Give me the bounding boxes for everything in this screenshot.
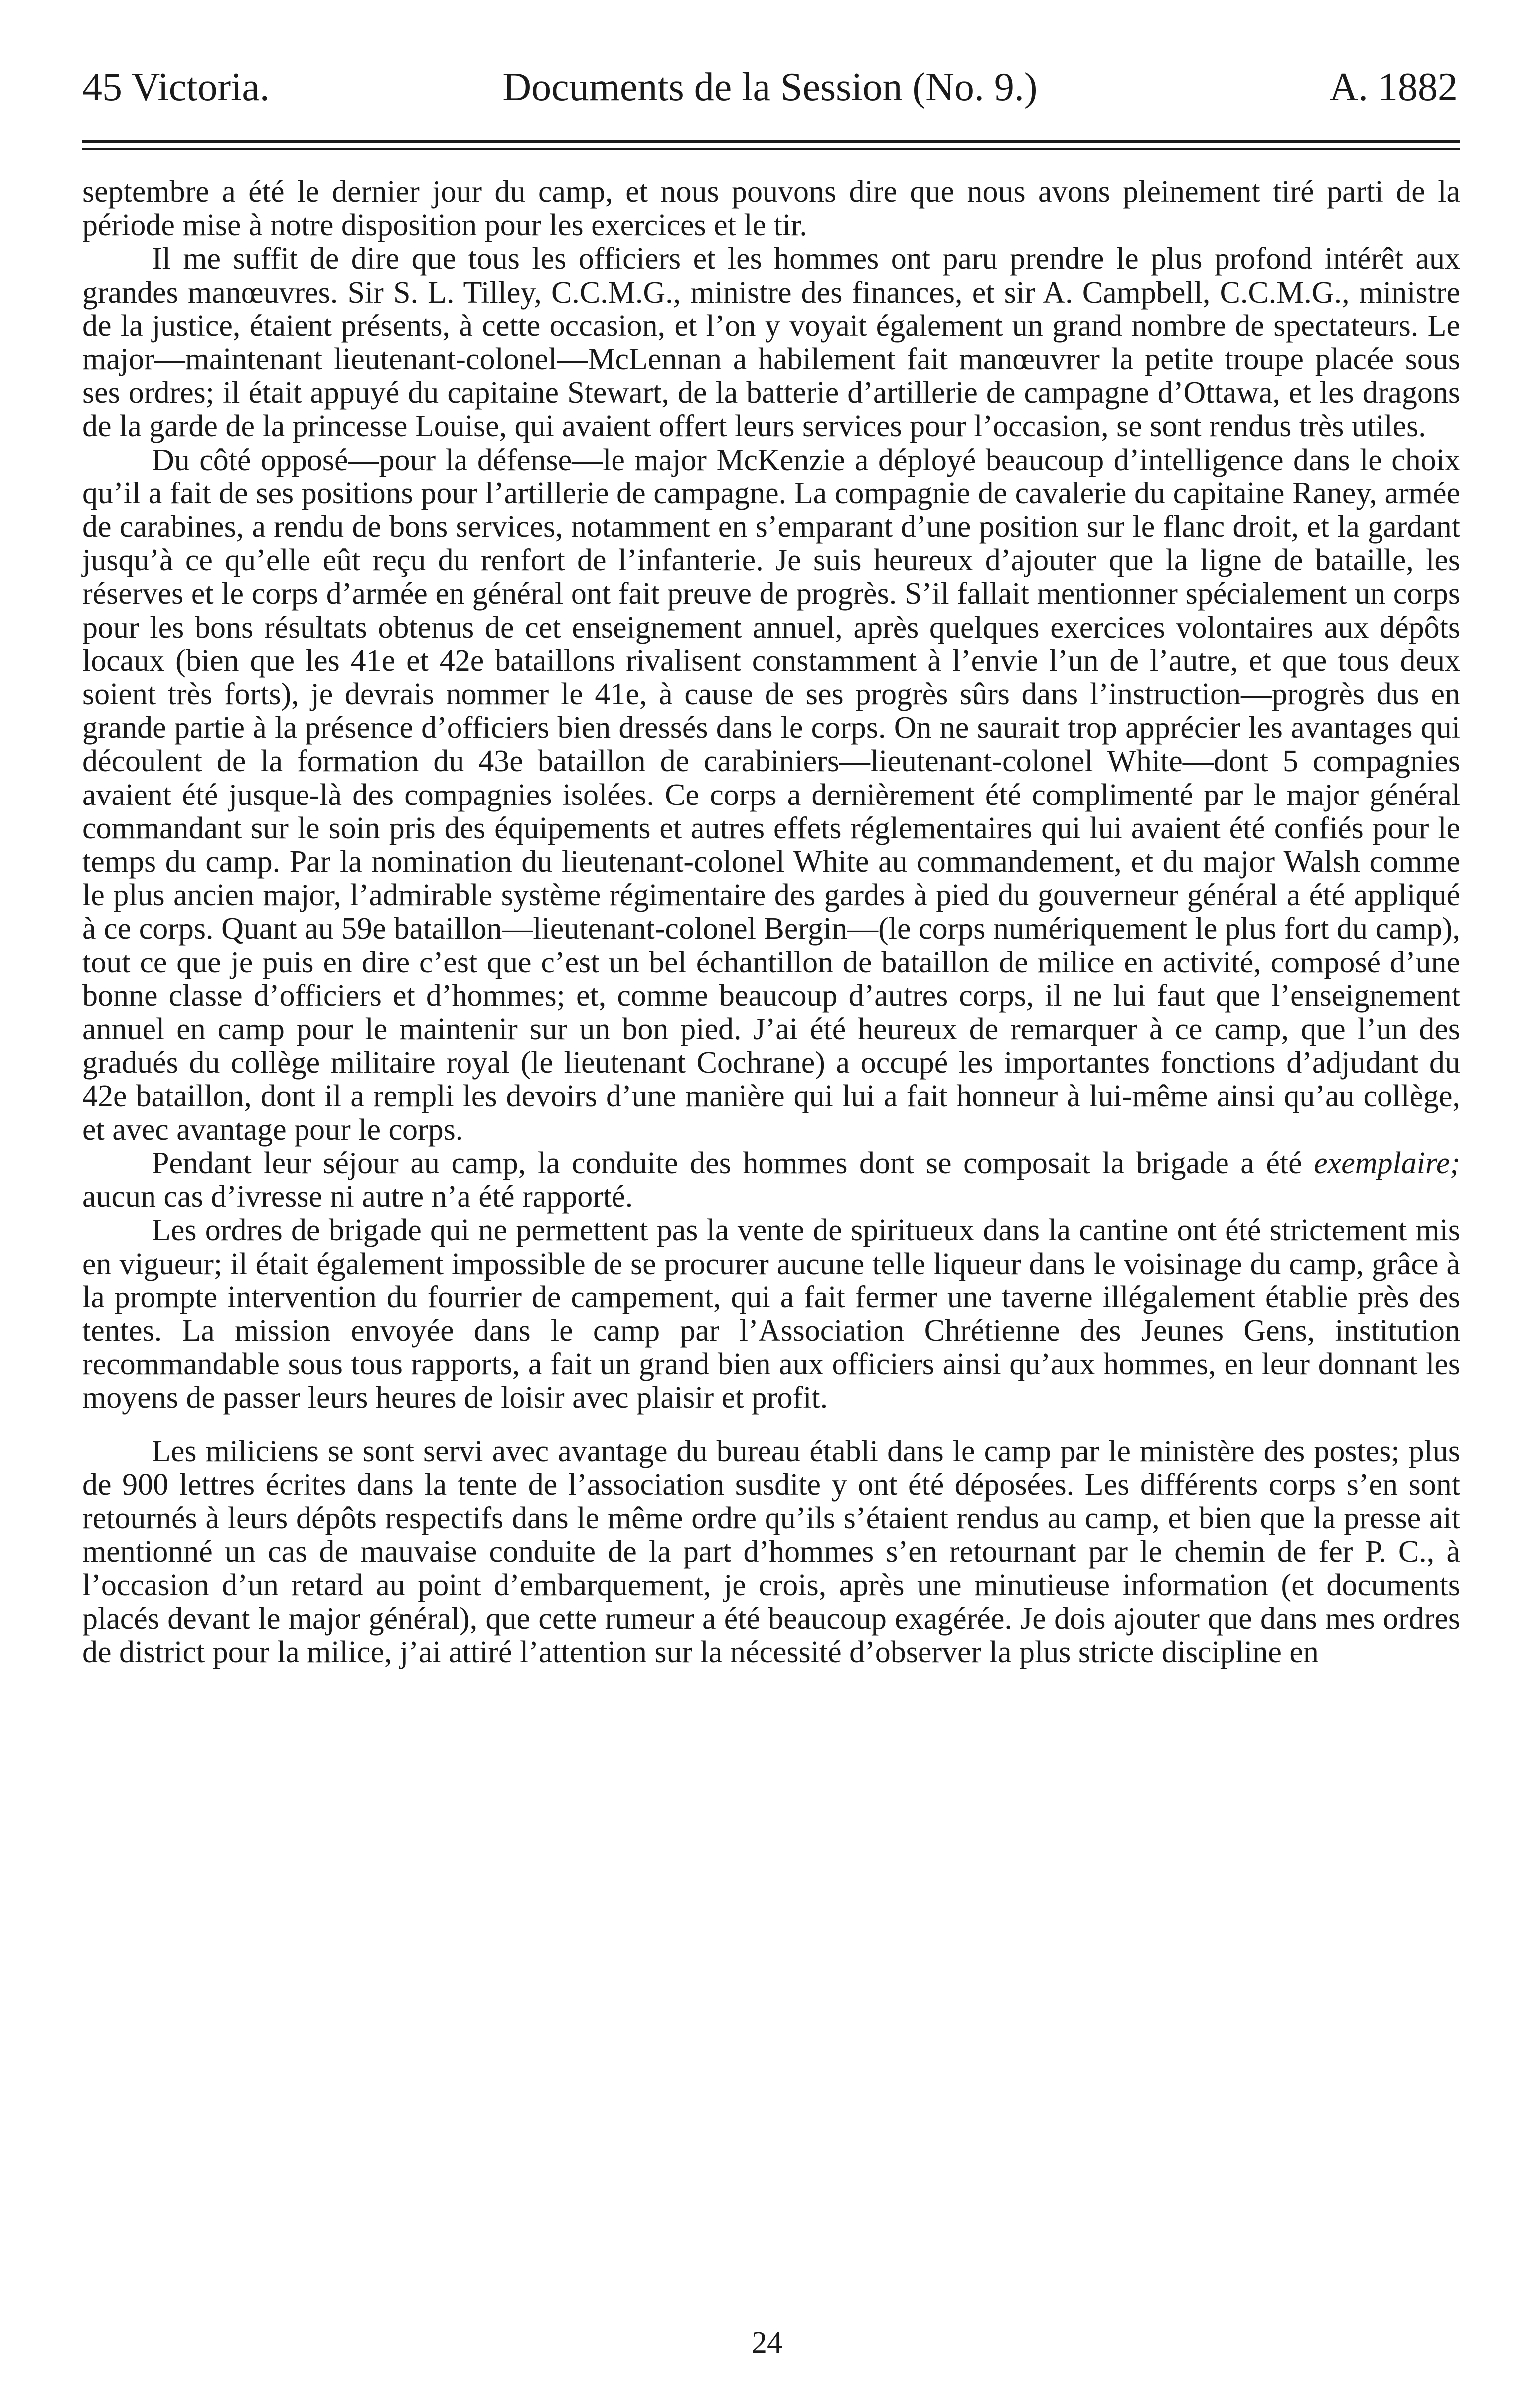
header-rule-thick bbox=[82, 140, 1460, 143]
body-text bbox=[82, 175, 1460, 1669]
running-header bbox=[82, 60, 1458, 115]
paragraph-2: Il me suffit de dire que tous les officiers et les hommes ont paru prendre le plus profond intérêt aux grandes manœuvres. Sir S. L. Tilley, C.C.M.G., ministre des finances, et sir A. Campbell, C.C.M.G., ministre de la justice, étaient présents, à cette occasion, et l’on y voyait également un grand nombre de spectateurs. Le major—maintenant lieutenant-colonel—McLennan a habilement fait manœuvrer la petite troupe placée sous ses ordres; il était appuyé du capitaine Stewart, de la batterie d’artillerie de campagne d’Ottawa, et les dragons de la garde de la princesse Louise, qui avaient offert leurs services pour l’occasion, se sont rendus très utiles. bbox=[82, 242, 1460, 444]
paragraph-3: Du côté opposé—pour la défense—le major McKenzie a déployé beaucoup d’intelligence dans le choix qu’il a fait de ses positions pour l’artillerie de campagne. La compagnie de cavalerie du capitaine Raney, armée de carabines, a rendu de bons services, notamment en s’emparant d’une position sur le flanc droit, et la gardant jusqu’à ce qu’elle eût reçu du renfort de l’infanterie. Je suis heureux d’ajouter que la ligne de bataille, les réserves et le corps d’armée en général ont fait preuve de progrès. S’il fallait mentionner spécialement un corps pour les bons résultats obtenus de cet enseignement annuel, après quelques exercices volontaires aux dépôts locaux (bien que les 41e et 42e bataillons rivalisent constamment à l’envie l’un de l’autre, et que tous deux soient très forts), je devrais nommer le 41e, à cause de ses progrès sûrs dans l’instruction—progrès dus en grande partie à la présence d’officiers bien dressés dans le corps. On ne saurait trop apprécier les avantages qui découlent de la formation du 43e bataillon de carabiniers—lieutenant-colonel White—dont 5 compagnies avaient été jusque-là des compagnies isolées. Ce corps a dernièrement été complimenté par le major général commandant sur le soin pris des équipements et autres effets réglementaires qui lui avaient été confiés pour le temps du camp. Par la nomination du lieutenant-colonel White au commandement, et du major Walsh comme le plus ancien major, l’admirable système régimentaire des gardes à pied du gouverneur général a été appliqué à ce corps. Quant au 59e bataillon—lieutenant-colonel Bergin—(le corps numériquement le plus fort du camp), tout ce que je puis en dire c’est que c’est un bel échantillon de bataillon de milice en activité, composé d’une bonne classe d’officiers et d’hommes; et, comme beaucoup d’autres corps, il ne lui faut que l’enseignement annuel en camp pour le maintenir sur un bon pied. J’ai été heureux de remarquer à ce camp, que l’un des gradués du collège militaire royal (le lieutenant Cochrane) a occupé les importantes fonctions d’adjudant du 42e bataillon, dont il a rempli les devoirs d’une manière qui lui a fait honneur à lui-même ainsi qu’au collège, et avec avantage pour le corps. bbox=[82, 443, 1460, 1147]
paragraph-1: septembre a été le dernier jour du camp, et nous pouvons dire que nous avons pleinement tiré parti de la période mise à notre disposition pour les exercices et le tir. bbox=[82, 175, 1460, 243]
paragraph-4 bbox=[82, 1147, 1460, 1214]
paragraph-4-text-after: aucun cas d’ivresse ni autre n’a été rapporté. bbox=[82, 1180, 633, 1214]
paragraph-5: Les ordres de brigade qui ne permettent pas la vente de spiritueux dans la cantine ont été strictement mis en vigueur; il était également impossible de se procurer aucune telle liqueur dans le voisinage du camp, grâce à la prompte intervention du fourrier de campement, qui a fait fermer une taverne illégalement établie près des tentes. La mission envoyée dans le camp par l’Association Chrétienne des Jeunes Gens, institution recommandable sous tous rapports, a fait un grand bien aux officiers ainsi qu’aux hommes, en leur donnant les moyens de passer leurs heures de loisir avec plaisir et profit. bbox=[82, 1213, 1460, 1415]
page-number: 24 bbox=[752, 2326, 782, 2360]
header-regnal-year: 45 Victoria. bbox=[82, 65, 270, 109]
paragraph-4-italic: exemplaire; bbox=[1314, 1146, 1460, 1180]
paragraph-6: Les miliciens se sont servi avec avantage du bureau établi dans le camp par le ministère des postes; plus de 900 lettres écrites dans la tente de l’association susdite y ont été déposées. Les différents corps s’en sont retournés à leurs dépôts respectifs dans le même ordre qu’ils s’étaient rendus au camp, et bien que la presse ait mentionné un cas de mauvaise conduite de la part d’hommes s’en retournant par le chemin de fer P. C., à l’occasion d’un retard au point d’embarquement, je crois, après une minutieuse information (et documents placés devant le major général), que cette rumeur a été beaucoup exagérée. Je dois ajouter que dans mes ordres de district pour la milice, j’ai attiré l’attention sur la nécessité d’observer la plus stricte discipline en bbox=[82, 1434, 1460, 1669]
header-year: A. 1882 bbox=[1329, 65, 1458, 109]
header-title: Documents de la Session (No. 9.) bbox=[502, 65, 1038, 109]
header-rule-thin bbox=[82, 148, 1460, 150]
paragraph-4-text-before: Pendant leur séjour au camp, la conduite des hommes dont se composait la brigade a été bbox=[152, 1146, 1314, 1180]
